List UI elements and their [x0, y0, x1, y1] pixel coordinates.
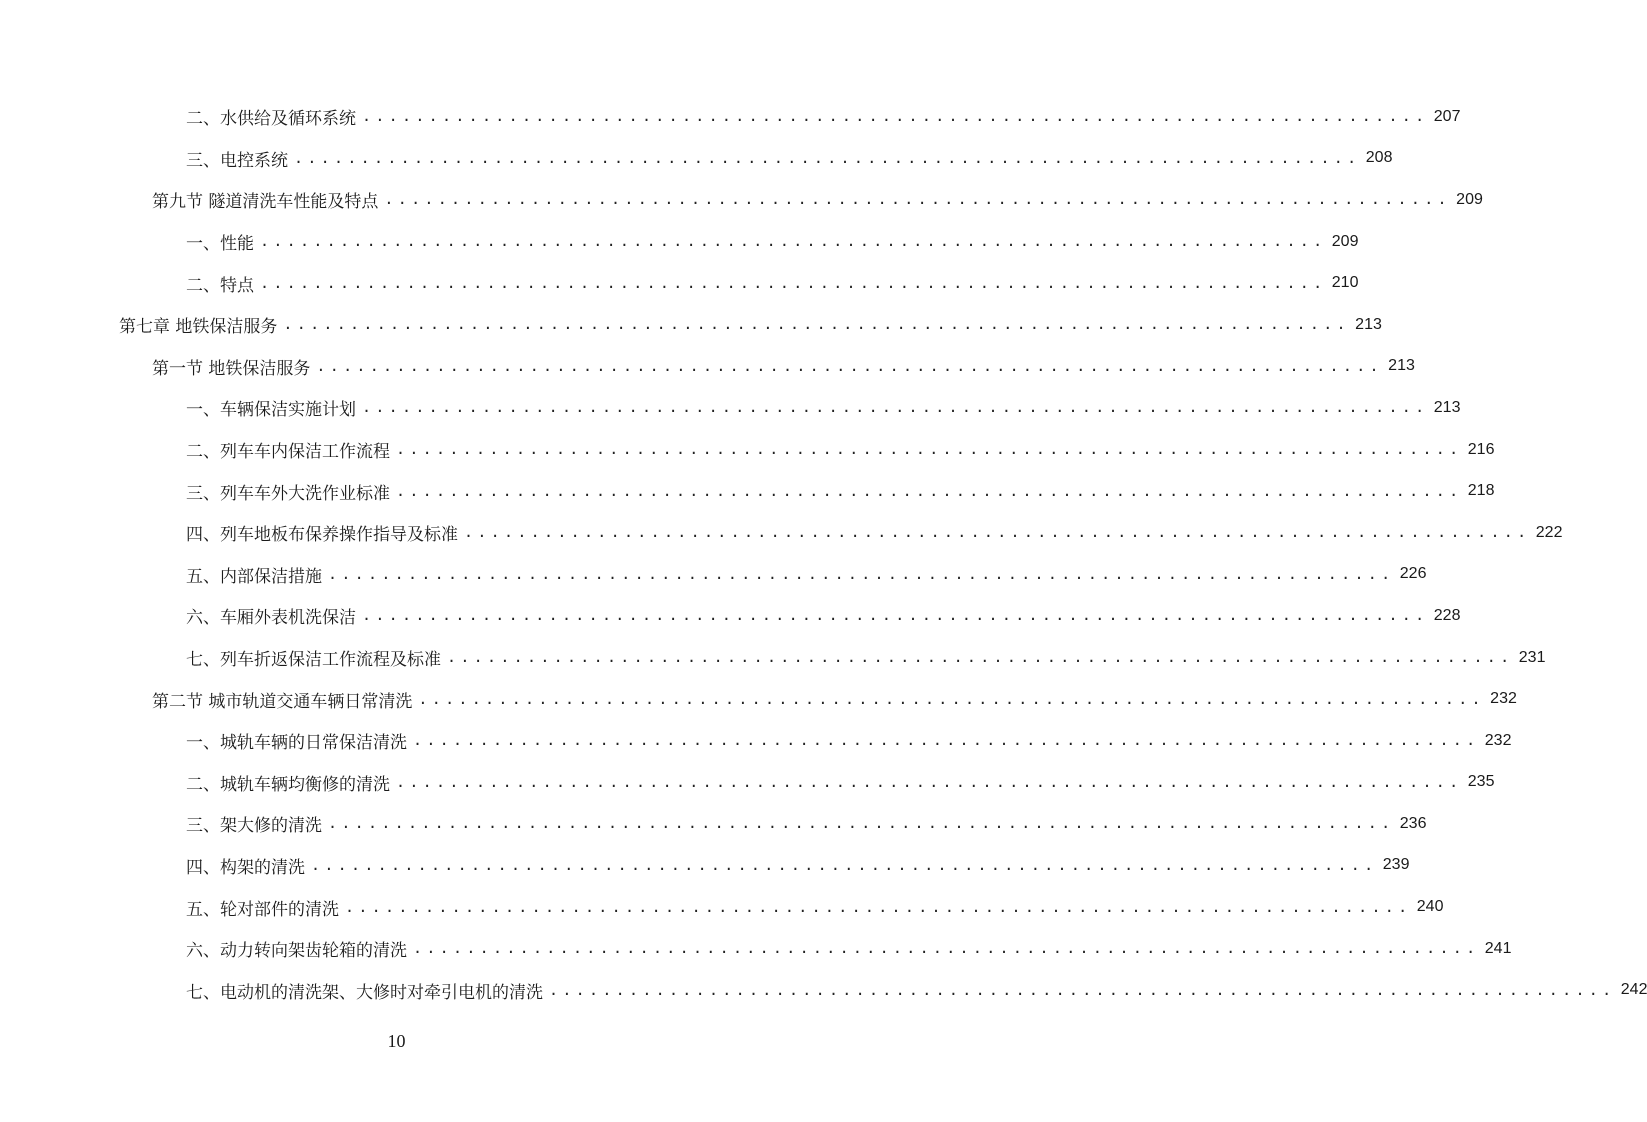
toc-entry-title: 六、车厢外表机洗保洁	[186, 608, 356, 629]
toc-entry-line	[186, 395, 1461, 421]
toc-entry-title: 二、特点	[186, 275, 254, 296]
toc-dot-leader: ................................................................................	[316, 356, 1383, 375]
toc-dot-leader: ................................................................................	[328, 564, 1395, 583]
toc-dot-leader: ................................................................................	[418, 689, 1485, 708]
toc-entry-title: 一、城轨车辆的日常保洁清洗	[186, 733, 407, 754]
toc-entry[interactable]	[0, 470, 1495, 512]
toc-entry-page: 240	[1416, 898, 1444, 916]
toc-dot-leader: ................................................................................	[345, 897, 1412, 916]
toc-entry-line	[186, 603, 1461, 629]
toc-dot-leader: ................................................................................	[384, 190, 1451, 209]
toc-entry-line	[186, 770, 1495, 795]
toc-entry-line	[186, 853, 1410, 878]
toc-entry-title: 四、构架的清洗	[186, 857, 305, 878]
toc-entry-line	[186, 728, 1512, 754]
toc-entry[interactable]	[0, 886, 1444, 928]
toc-dot-leader: ................................................................................	[260, 232, 1327, 251]
toc-entry-line	[186, 437, 1495, 463]
toc-entry[interactable]	[0, 928, 1512, 970]
toc-entry[interactable]	[0, 762, 1495, 804]
toc-entry-title: 四、列车地板布保养操作指导及标准	[186, 525, 458, 546]
toc-entry[interactable]	[0, 262, 1359, 304]
toc-entry-line	[152, 187, 1483, 213]
toc-entry[interactable]	[0, 845, 1410, 887]
toc-entry-title: 第二节 城市轨道交通车辆日常清洗	[152, 691, 413, 712]
toc-dot-leader: ................................................................................	[464, 523, 1531, 542]
toc-entry-title: 七、列车折返保洁工作流程及标准	[186, 650, 441, 671]
toc-entry-page: 216	[1467, 440, 1495, 458]
toc-dot-leader: ................................................................................	[328, 814, 1395, 833]
toc-entry-line	[186, 271, 1359, 296]
toc-entry-title: 六、动力转向架齿轮箱的清洗	[186, 941, 407, 962]
toc-entry-title: 二、列车车内保洁工作流程	[186, 442, 390, 463]
toc-entry-line	[186, 562, 1427, 587]
toc-entry[interactable]	[0, 221, 1359, 263]
toc-entry-page: 213	[1388, 357, 1415, 375]
toc-entry[interactable]	[0, 969, 1647, 1011]
toc-entry[interactable]	[0, 678, 1517, 720]
toc-entry-page: 236	[1399, 814, 1427, 832]
toc-dot-leader: ................................................................................	[260, 273, 1327, 292]
toc-entry-title: 七、电动机的清洗架、大修时对牵引电机的清洗	[186, 982, 543, 1003]
toc-dot-leader: ................................................................................	[396, 440, 1463, 459]
toc-entry-page: 226	[1399, 565, 1427, 583]
toc-entry-title: 二、城轨车辆均衡修的清洗	[186, 774, 390, 795]
toc-entry-line	[186, 104, 1461, 130]
toc-entry-title: 第九节 隧道清洗车性能及特点	[152, 192, 379, 213]
toc-entry-title: 一、车辆保洁实施计划	[186, 400, 356, 421]
toc-entry-line	[186, 229, 1359, 255]
toc-entry-line	[186, 479, 1495, 504]
toc-dot-leader: ................................................................................	[283, 315, 1350, 334]
toc-entry-title: 一、性能	[186, 234, 254, 255]
toc-dot-leader: ................................................................................	[362, 398, 1429, 417]
toc-entry-page: 218	[1467, 482, 1495, 500]
page-number: 10	[387, 1031, 406, 1051]
toc-entry-line	[186, 936, 1512, 962]
toc-dot-leader: ................................................................................	[362, 606, 1429, 625]
toc-entry[interactable]	[0, 138, 1393, 180]
toc-entry[interactable]	[0, 387, 1461, 429]
toc-entry-title: 三、架大修的清洗	[186, 816, 322, 837]
toc-entry-title: 第七章 地铁保洁服务	[119, 317, 278, 338]
toc-dot-leader: ................................................................................	[549, 980, 1616, 999]
toc-entry[interactable]	[0, 512, 1563, 554]
toc-entry-page: 222	[1535, 523, 1563, 541]
toc-entry-line	[186, 645, 1546, 671]
toc-entry-page: 213	[1355, 315, 1382, 333]
toc-dot-leader: ................................................................................	[447, 648, 1514, 667]
toc-entry-page: 228	[1433, 606, 1461, 624]
toc-dot-leader: ................................................................................	[311, 855, 1378, 874]
toc-entry[interactable]	[0, 554, 1427, 596]
toc-entry-page: 207	[1433, 107, 1461, 125]
toc-dot-leader: ................................................................................	[294, 148, 1361, 167]
toc-entry[interactable]	[0, 304, 1382, 346]
toc-entry-page: 235	[1467, 773, 1495, 791]
toc-entry-page: 239	[1382, 856, 1410, 874]
toc-entry[interactable]	[0, 429, 1495, 471]
toc-dot-leader: ................................................................................	[413, 939, 1480, 958]
toc-entry-page: 231	[1518, 648, 1546, 666]
toc-entry-page: 208	[1365, 149, 1393, 167]
toc-entry-page: 209	[1456, 190, 1483, 208]
toc-entry[interactable]	[0, 803, 1427, 845]
toc-entry[interactable]	[0, 346, 1415, 388]
toc-entry-page: 210	[1331, 274, 1359, 292]
toc-entry-line	[152, 354, 1415, 379]
toc-dot-leader: ................................................................................	[396, 772, 1463, 791]
toc-entry[interactable]	[0, 96, 1461, 138]
table-of-contents	[0, 96, 1647, 1011]
toc-entry-line	[186, 895, 1444, 920]
toc-entry-line	[186, 146, 1393, 171]
toc-entry-title: 五、内部保洁措施	[186, 566, 322, 587]
toc-entry[interactable]	[0, 179, 1483, 221]
toc-entry-page: 232	[1490, 690, 1517, 708]
toc-entry[interactable]	[0, 595, 1461, 637]
toc-entry-line	[186, 978, 1647, 1003]
toc-entry-title: 三、列车车外大洗作业标准	[186, 483, 390, 504]
toc-entry-page: 242	[1620, 981, 1647, 999]
toc-entry-title: 二、水供给及循环系统	[186, 109, 356, 130]
toc-dot-leader: ................................................................................	[396, 481, 1463, 500]
toc-entry-page: 213	[1433, 398, 1461, 416]
toc-entry-line	[119, 312, 1382, 338]
toc-entry-title: 第一节 地铁保洁服务	[152, 358, 311, 379]
toc-entry[interactable]	[0, 720, 1512, 762]
toc-dot-leader: ................................................................................	[413, 731, 1480, 750]
toc-entry-title: 三、电控系统	[186, 150, 288, 171]
toc-entry-line	[152, 687, 1517, 712]
toc-entry-page: 232	[1484, 731, 1512, 749]
toc-dot-leader: ................................................................................	[362, 107, 1429, 126]
toc-entry[interactable]	[0, 637, 1546, 679]
toc-entry-title: 五、轮对部件的清洗	[186, 899, 339, 920]
toc-entry-page: 209	[1331, 232, 1359, 250]
toc-entry-page: 241	[1484, 939, 1512, 957]
toc-entry-line	[186, 811, 1427, 837]
toc-entry-line	[186, 520, 1563, 546]
